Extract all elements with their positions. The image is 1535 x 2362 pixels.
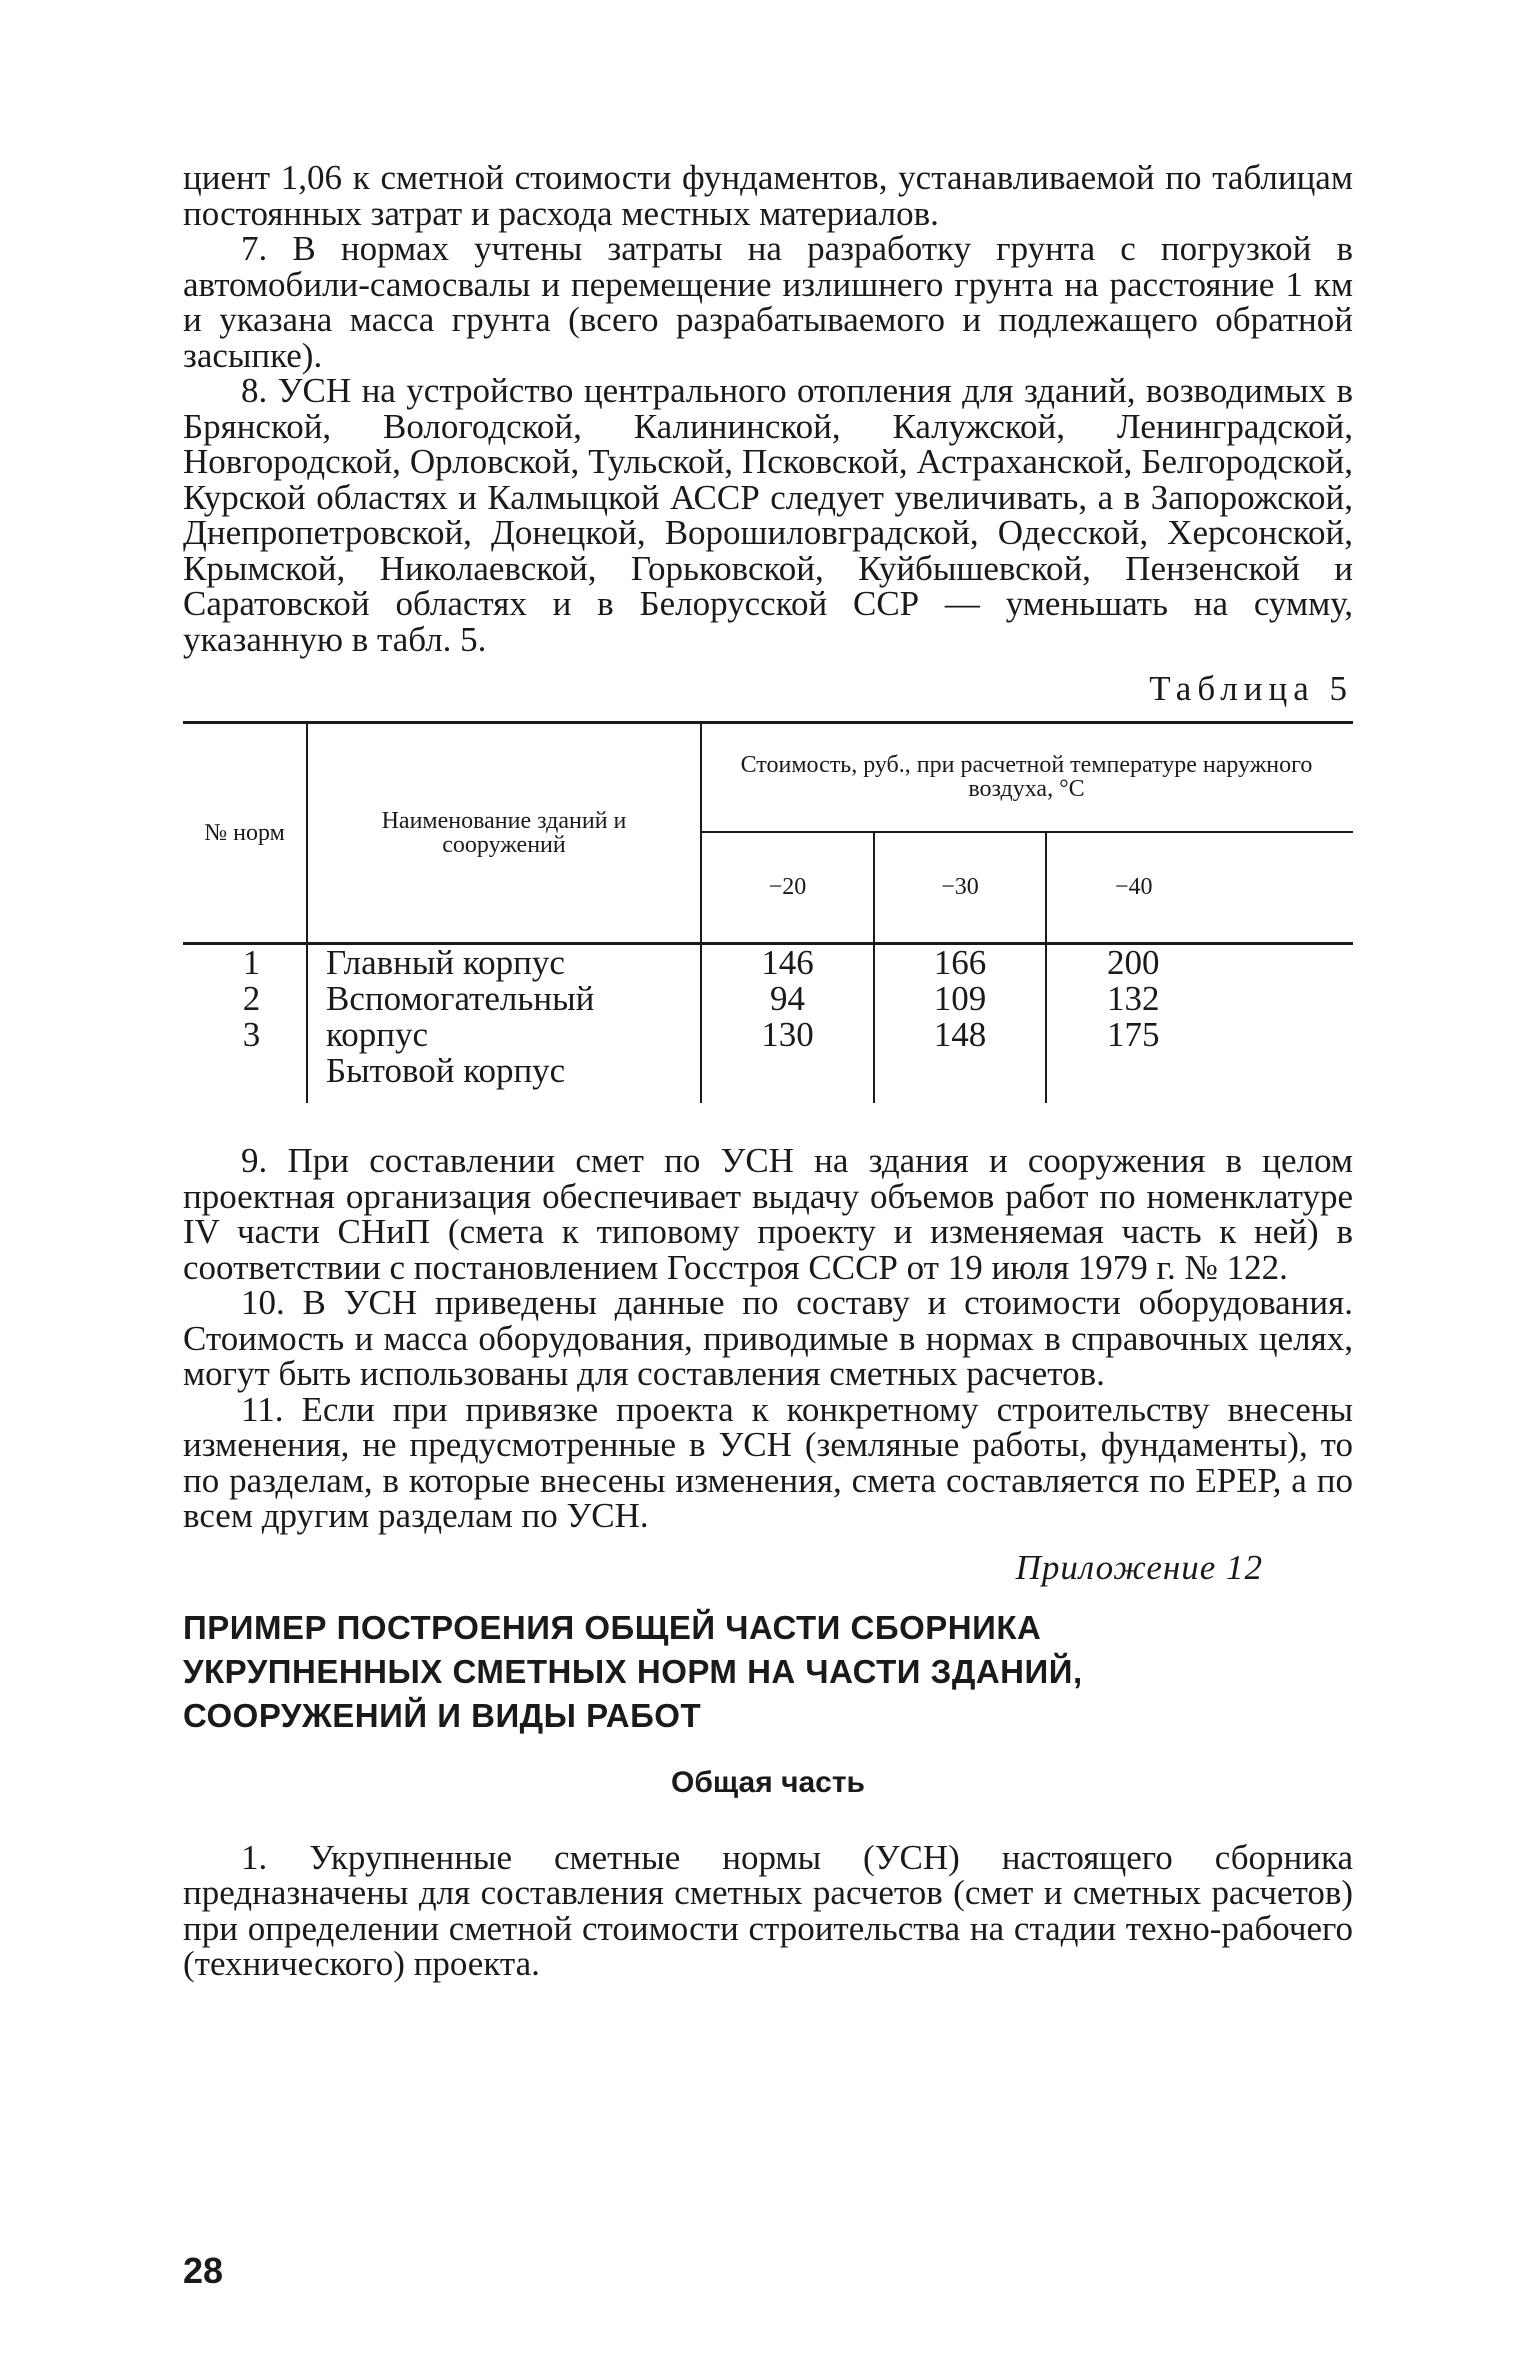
building-names	[307, 944, 701, 1104]
paragraph-7: 7. В нормах учтены затраты на разработку грунта с погрузкой в автомобили-самосвалы и перемещение излишнего грунта на расстояние 1 км и указана масса грунта (всего разрабатываемого и подлежащего обратной засыпке).	[183, 229, 1353, 375]
table-cell: 146	[761, 943, 814, 982]
table-cell: 3	[242, 1015, 261, 1054]
table-cell: 148	[933, 1015, 987, 1054]
norm-numbers	[183, 944, 307, 1104]
table-cell: 166	[933, 943, 987, 982]
spacer	[183, 1103, 1353, 1143]
table-5	[183, 721, 1353, 1103]
heading-line: УКРУПНЕННЫХ СМЕТНЫХ НОРМ НА ЧАСТИ ЗДАНИЙ,	[183, 1652, 1083, 1690]
header-temp-40: −40	[1046, 832, 1353, 944]
table-cell: 2	[242, 979, 261, 1018]
header-name: Наименование зданий и сооружений	[307, 723, 701, 944]
heading-line: СООРУЖЕНИЙ И ВИДЫ РАБОТ	[183, 1696, 702, 1734]
header-temp-20: −20	[701, 832, 874, 944]
table-cell: Вспомогательный корпус	[326, 979, 595, 1054]
table-cell: 132	[1107, 979, 1160, 1018]
header-temp-30: −30	[874, 832, 1046, 944]
values-20	[701, 944, 874, 1104]
table-body	[183, 944, 1353, 1104]
table-caption: Таблица 5	[1149, 669, 1353, 708]
values-30	[874, 944, 1046, 1104]
table-cell: 130	[761, 1015, 814, 1054]
subheading: Общая часть	[671, 1765, 865, 1799]
heading-line: ПРИМЕР ПОСТРОЕНИЯ ОБЩЕЙ ЧАСТИ СБОРНИКА	[183, 1608, 1042, 1646]
page-content	[183, 160, 1353, 1982]
page-number: 28	[183, 2250, 224, 2291]
section-heading	[183, 1606, 1353, 1738]
table-cell: 175	[1107, 1015, 1160, 1054]
paragraph-8: 8. УСН на устройство центрального отопления для зданий, возводимых в Брянской, Вологодской, Калининской, Калужской, Ленинградской, Новгородской, Орловской, Тульской, Псковской, Астраханской, Белгородской, Курской областях и Калмыцкой АССР следует увеличивать, а в Запорожской, Днепропетровской, Донецкой, Ворошиловградской, Одесской, Херсонской, Крымской, Николаевской, Горьковской, Куйбышевской, Пензенской и Саратовской областях и в Белорусской ССР — уменьшать на сумму, указанную в табл. 5.	[183, 371, 1353, 659]
table-cell: 1	[242, 943, 261, 982]
table-cell: 109	[933, 979, 987, 1018]
values-40	[1046, 944, 1353, 1104]
table-cell: 94	[770, 979, 805, 1018]
table-cell: Главный корпус	[326, 943, 565, 982]
header-cost: Стоимость, руб., при расчетной температуре наружного воздуха, °С	[701, 723, 1353, 832]
paragraph-9: 9. При составлении смет по УСН на здания и сооружения в целом проектная организация обеспечивает выдачу объемов работ по номенклатуре IV части СНиП (смета к типовому проекту и изменяемая часть к ней) в соответствии с постановлением Госстроя СССР от 19 июля 1979 г. № 122.	[183, 1141, 1353, 1287]
paragraph-10: 10. В УСН приведены данные по составу и стоимости оборудования. Стоимость и масса оборудования, приводимые в нормах в справочных целях, могут быть использованы для составления сметных расчетов.	[183, 1283, 1353, 1393]
paragraph-1: 1. Укрупненные сметные нормы (УСН) настоящего сборника предназначены для составления сметных расчетов (смет и сметных расчетов) при определении сметной стоимости строительства на стадии техно-рабочего (технического) проекта.	[183, 1837, 1353, 1983]
paragraph: циент 1,06 к сметной стоимости фундаментов, устанавливаемой по таблицам постоянных затрат и расхода местных материалов.	[183, 158, 1353, 233]
appendix-label: Приложение 12	[1015, 1547, 1263, 1587]
paragraph-11: 11. Если при привязке проекта к конкретному строительству внесены изменения, не предусмотренные в УСН (земляные работы, фундаменты), то по разделам, в которые внесены изменения, смета составляется по ЕРЕР, а по всем другим разделам по УСН.	[183, 1389, 1353, 1535]
header-norm: № норм	[183, 723, 307, 944]
table-cell: Бытовой корпус	[326, 1051, 566, 1090]
table-cell: 200	[1107, 943, 1160, 982]
